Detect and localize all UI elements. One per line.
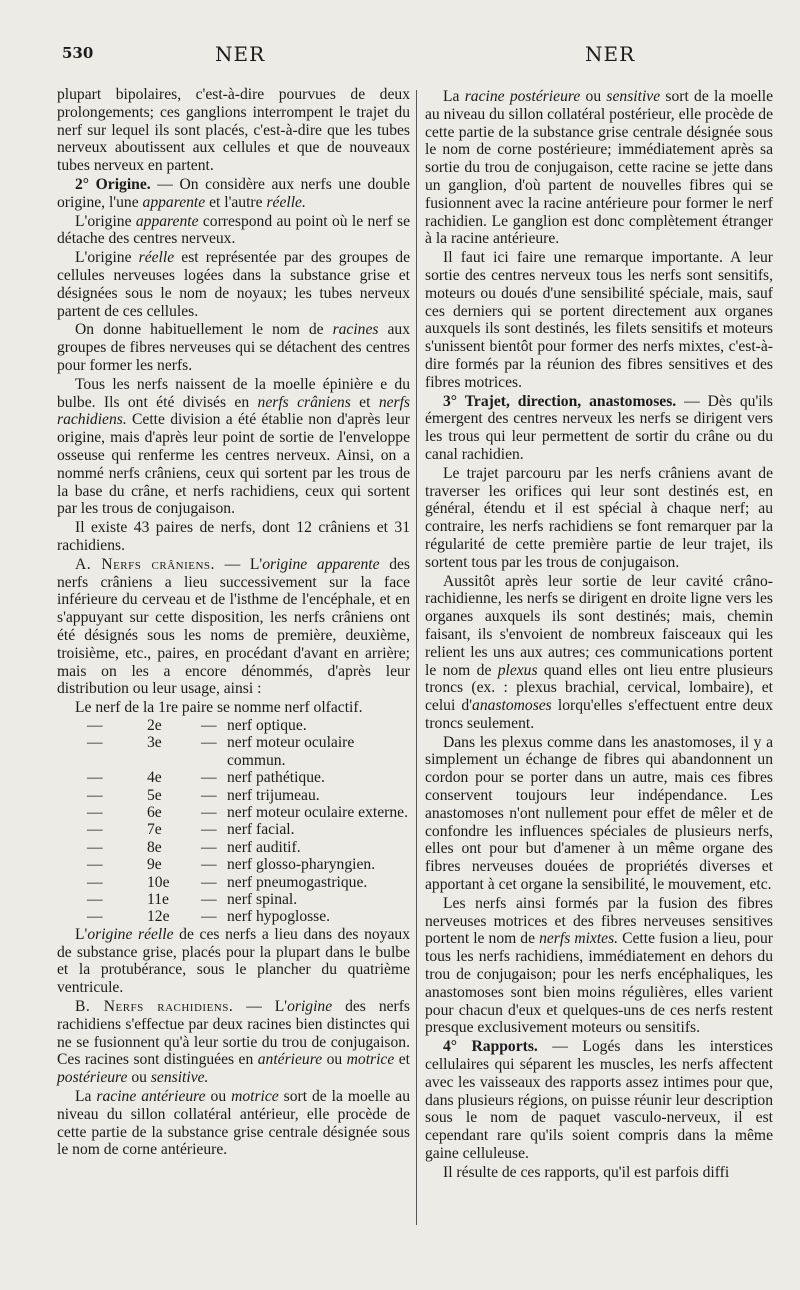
paragraph: La racine antérieure ou motrice sort de la moelle au niveau du sillon collatéral antérieur, elle procède de cette partie de la substance grise centrale désignée sous le nom de corne antérieure. [57, 1087, 410, 1159]
ditto-dash: — [201, 769, 217, 787]
right-column [425, 88, 773, 1182]
nerve-ordinal: 12e [147, 908, 170, 926]
nerve-list-row [57, 908, 410, 925]
nerve-ordinal: 8e [147, 838, 162, 856]
nerve-list-row [57, 891, 410, 908]
ditto-dash: — [201, 786, 217, 804]
ditto-dash: — [87, 856, 103, 874]
ditto-dash: — [87, 734, 103, 752]
nerve-list-intro: Le nerf de la 1re paire se nomme nerf olfactif. [75, 699, 363, 717]
paragraph-origine: 2° Origine. — On considère aux nerfs une double origine, l'une apparente et l'autre réelle. [57, 175, 410, 211]
section-heading: B. Nerfs rachidiens. [75, 997, 234, 1015]
nerve-ordinal: 4e [147, 769, 162, 787]
ditto-dash: — [201, 821, 217, 839]
paragraph: Le trajet parcouru par les nerfs crâniens avant de traverser les orifices qui leur sont destinés est, en général, étendu et il est spécial à chaque nerf; au contraire, les nerfs rachidiens se font remarquer par la régularité de cette première partie de leur trajet, ils sortent tous par les trous de conjugaison. [425, 464, 773, 571]
ditto-dash: — [87, 786, 103, 804]
nerve-list-row [57, 787, 410, 804]
ditto-dash: — [87, 838, 103, 856]
paragraph: On donne habituellement le nom de racines aux groupes de fibres nerveuses qui se détachent des centres pour former les nerfs. [57, 321, 410, 374]
ditto-dash: — [201, 803, 217, 821]
nerve-name: nerf glosso-pharyngien. [227, 856, 376, 874]
ditto-dash: — [201, 908, 217, 926]
paragraph: L'origine réelle de ces nerfs a lieu dans des noyaux de substance grise, placés pour la plupart dans le bulbe et la protubérance, sous le plancher du quatrième ventricule. [57, 925, 410, 997]
paragraph: L'origine réelle est représentée par des groupes de cellules nerveuses logées dans la substance grise et désignées sous le nom de noyaux; les tubes nerveux partent de ces cellules. [57, 249, 410, 320]
ditto-dash: — [87, 908, 103, 926]
paragraph: Il existe 43 paires de nerfs, dont 12 crâniens et 31 rachidiens. [57, 519, 410, 554]
nerve-name: nerf pneumogastrique. [227, 873, 368, 891]
left-column [57, 86, 410, 1159]
ditto-dash: — [201, 734, 217, 752]
nerve-ordinal: 11e [147, 890, 169, 908]
nerve-list-row [57, 856, 410, 873]
section-heading: 2° Origine. [75, 175, 151, 193]
nerve-list [57, 717, 410, 926]
paragraph: Aussitôt après leur sortie de leur cavité crâno-rachidienne, les nerfs se dirigent en droite ligne vers les organes auxquels ils sont destinés; mais, chemin faisant, ils s'envoient de nombreux faisceaux qui les relient les uns aux autres; ces communications portent le nom de plexus quand elles ont lieu entre plusieurs troncs (ex. : plexus brachial, cervical, lombaire), et celui d'anastomoses lorqu'elles s'effectuent entre deux troncs seulement. [425, 572, 774, 732]
paragraph: Il faut ici faire une remarque importante. A leur sortie des centres nerveux tous les nerfs sont sensitifs, moteurs ou doués d'une sensibilité spéciale, mais, sauf ces derniers qui se portent directement aux organes auxquels ils sont destinés, les filets sensitifs et moteurs s'unissent bientôt pour former des nerfs mixtes, c'est-à-dire formés par la réunion des fibres sensitives et des fibres motrices. [425, 249, 773, 391]
ditto-dash: — [87, 803, 103, 821]
nerve-ordinal: 10e [147, 873, 170, 891]
nerve-name: nerf trijumeau. [227, 786, 320, 804]
ditto-dash: — [87, 890, 103, 908]
nerve-ordinal: 3e [147, 734, 162, 752]
paragraph: Il résulte de ces rapports, qu'il est parfois diffi [443, 1163, 730, 1181]
section-heading: 3° Trajet, direction, anastomoses. [443, 392, 677, 410]
paragraph-nerfs-craniens: A. Nerfs crâniens. — L'origine apparente des nerfs crâniens a lieu successivement sur la face inférieure du cerveau et de l'isthme de l'encéphale, et en s'appuyant sur cette disposition, les nerfs crâniens ont été désignés sous les noms de première, deuxième, troisième, etc., paires, en procédant d'avant en arrière; mais on les a encore dénommés, d'après leur distribution ou leur usage, ainsi : [57, 555, 410, 698]
paragraph-rapports: 4° Rapports. — Logés dans les interstices cellulaires qui séparent les muscles, les nerfs affectent avec les vaisseaux des rapports assez intimes pour que, dans plusieurs régions, on puisse réunir leur description sous le nom de paquet vasculo-nerveux, il est cependant rare qu'ils soient compris dans la même gaine celluleuse. [425, 1038, 773, 1163]
nerve-ordinal: 9e [147, 856, 162, 874]
nerve-name: nerf pathétique. [227, 769, 325, 787]
column-divider [416, 90, 417, 1225]
paragraph: La racine postérieure ou sensitive sort de la moelle au niveau du sillon collatéral postérieur, elle procède de cette partie de la substance grise centrale désignée sous le nom de corne postérieure; immédiatement après sa sortie du trou de conjugaison, cette racine se jette dans un ganglion, d'où partent de nouvelles fibres qui se fusionnent avec la racine antérieure pour former le nerf rachidien. Le ganglion est donc complètement étranger à la racine antérieure. [425, 88, 773, 248]
ditto-dash: — [87, 716, 103, 734]
nerve-ordinal: 5e [147, 786, 162, 804]
ditto-dash: — [201, 873, 217, 891]
nerve-ordinal: 6e [147, 803, 162, 821]
nerve-name: nerf spinal. [227, 890, 298, 908]
ditto-dash: — [201, 856, 217, 874]
paragraph-nerfs-rachidiens: B. Nerfs rachidiens. — L'origine des nerfs rachidiens s'effectue par deux racines bien distinctes qui ne se fusionnent qu'à leur sortie du trou de conjugaison. Ces racines sont distinguées en antérieure ou motrice et postérieure ou sensitive. [57, 997, 410, 1087]
nerve-ordinal: 7e [147, 821, 162, 839]
nerve-list-row [57, 839, 410, 856]
ditto-dash: — [87, 821, 103, 839]
section-heading: 4° Rapports. [443, 1038, 538, 1056]
ditto-dash: — [201, 890, 217, 908]
nerve-name: nerf moteur oculaire externe. [227, 803, 408, 821]
nerve-ordinal: 2e [147, 716, 162, 734]
nerve-name: nerf optique. [227, 716, 307, 734]
nerve-list-row [57, 717, 410, 734]
paragraph: Tous les nerfs naissent de la moelle épinière e du bulbe. Ils ont été divisés en nerfs crâniens et nerfs rachidiens. Cette division a été établie non d'après leur origine, mais d'après leur point de sortie de l'enveloppe osseuse qui renferme les centres nerveux. Ainsi, on a nommé nerfs crâniens, ceux qui sortent par les trous de la base du crâne, et nerfs rachidiens, ceux qui sortent par les trous de conjugaison. [57, 375, 410, 518]
nerve-list-row [57, 804, 410, 821]
running-head-left: NER [215, 42, 266, 66]
ditto-dash: — [201, 716, 217, 734]
nerve-list-row [57, 769, 410, 786]
nerve-name: nerf auditif. [227, 838, 301, 856]
paragraph: plupart bipolaires, c'est-à-dire pourvues de deux prolongements; ces ganglions interrompent le trajet du nerf sur lequel ils sont placés, c'est-à-dire que les tubes nerveux aboutissent aux cellules et que de nouveaux tubes nerveux en partent. [57, 86, 410, 175]
ditto-dash: — [87, 873, 103, 891]
nerve-name: nerf hypoglosse. [227, 908, 331, 926]
paragraph-trajet: 3° Trajet, direction, anastomoses. — Dès qu'ils émergent des centres nerveux les nerfs se dirigent vers les trous qui leur permettent de sortir du crâne ou du canal rachidien. [425, 392, 773, 463]
ditto-dash: — [201, 838, 217, 856]
nerve-name: nerf moteur oculaire commun. [227, 734, 355, 769]
nerve-list-row [57, 734, 410, 769]
nerve-list-row [57, 874, 410, 891]
ditto-dash: — [87, 769, 103, 787]
page-number: 530 [62, 44, 94, 62]
running-head-right: NER [585, 42, 636, 66]
paragraph: L'origine apparente correspond au point où le nerf se détache des centres nerveux. [57, 212, 410, 248]
nerve-name: nerf facial. [227, 821, 295, 839]
paragraph: Les nerfs ainsi formés par la fusion des fibres nerveuses motrices et des fibres nerveuses sensitives portent le nom de nerfs mixtes. Cette fusion a lieu, pour tous les nerfs rachidiens, immédiatement en dehors du trou de conjugaison; pour les nerfs encéphaliques, les anastomoses sont bien moins régulières, elles varient pour chacun d'eux et quelques-uns de ces nerfs restent presque exclusivement moteurs ou sensitifs. [425, 894, 773, 1037]
nerve-list-row [57, 821, 410, 838]
section-heading: A. Nerfs crâniens. [75, 555, 215, 573]
paragraph: Dans les plexus comme dans les anastomoses, il y a simplement un échange de fibres qui abandonnent un cordon pour se porter dans un autre, mais ces fibres conservent toujours leur indépendance. Les anastomoses n'ont nullement pour effet de mêler et de confondre les influences spéciales de plusieurs nerfs, elles ont pour but d'amener à un même organe des fibres nerveuses douées de propriétés diverses et apportant à cet organe la sensibilité, le mouvement, etc. [425, 733, 773, 894]
